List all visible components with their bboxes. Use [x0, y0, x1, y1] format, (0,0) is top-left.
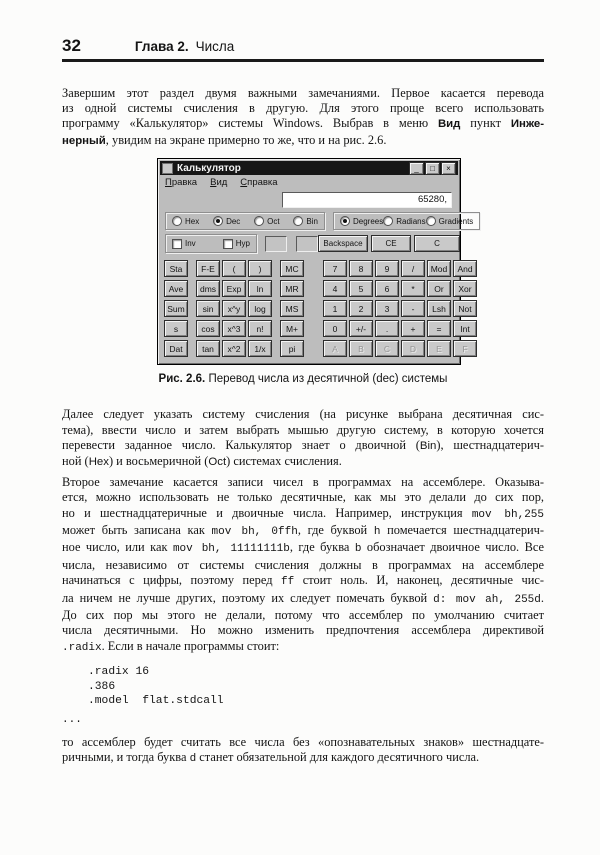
inline-code: mov bh, 0ffh — [211, 525, 298, 538]
calc-key-2[interactable]: 2 — [349, 300, 373, 317]
text-segment: ), шестнадцатерич- — [436, 437, 544, 452]
header-rule — [62, 59, 544, 62]
text-segment: Вид — [437, 118, 461, 131]
text-line — [62, 506, 544, 523]
text-segment: тема), ввести число и затем выбрать мышью другую систему, в которую хочется — [62, 422, 544, 437]
text-line — [62, 407, 544, 422]
radio-icon — [340, 216, 350, 226]
angle-unit-group — [333, 212, 480, 230]
calc-key-6[interactable]: 6 — [375, 280, 399, 297]
calc-key-c: C — [375, 340, 399, 357]
calc-key-dat[interactable]: Dat — [164, 340, 188, 357]
text-line — [62, 454, 544, 470]
calc-key-0[interactable]: 0 — [323, 320, 347, 337]
calc-key-x-pow-y[interactable]: x^y — [222, 300, 246, 317]
text-line — [62, 573, 544, 590]
text-segment: , увидим на экране примерно то же, что и на рис. 2.6. — [105, 132, 387, 147]
text-line — [62, 86, 544, 101]
checkbox-icon — [223, 239, 233, 249]
menu-вид[interactable]: Вид — [210, 177, 228, 189]
calc-key-reciprocal[interactable]: 1/x — [248, 340, 272, 357]
figure-caption-label: Рис. 2.6. — [158, 373, 206, 386]
maximize-button[interactable]: □ — [425, 162, 440, 175]
base-and-angle-options — [165, 212, 474, 230]
text-line — [62, 490, 544, 505]
modifier-group — [165, 234, 257, 253]
text-segment: ) системах счисления. — [226, 454, 342, 469]
chapter-label: Глава 2. — [134, 39, 189, 54]
radio-label: Radians — [396, 216, 426, 226]
calc-key-memory-add[interactable]: M+ — [280, 320, 304, 337]
calc-key-s[interactable]: s — [164, 320, 188, 337]
calc-key-a: A — [323, 340, 347, 357]
text-segment: может быть записана как — [62, 522, 212, 537]
code-line: .386 — [88, 680, 116, 693]
window-title: Калькулятор — [177, 162, 241, 174]
radio-icon — [383, 216, 393, 226]
checkbox-inv[interactable] — [172, 239, 196, 249]
key-row — [164, 300, 472, 317]
paragraph-3 — [62, 475, 544, 656]
calculator-titlebar — [160, 161, 458, 175]
text-segment: обозначает двоичное число. Все — [361, 540, 544, 555]
edit-buttons — [318, 235, 460, 252]
page-content — [62, 36, 544, 768]
code-line: .radix 16 — [88, 666, 150, 679]
inline-code: h — [373, 525, 381, 538]
calc-key-8[interactable]: 8 — [349, 260, 373, 277]
code-line: .model flat.stdcall — [88, 695, 224, 708]
calc-key-f: F — [453, 340, 477, 357]
text-segment: Далее следует указать систему счисления (на рисунке выбрана десятичная сис- — [62, 407, 544, 422]
calc-key-b: B — [349, 340, 373, 357]
calc-key-plus[interactable]: + — [401, 320, 425, 337]
calc-key-exp[interactable]: Exp — [222, 280, 246, 297]
text-line — [62, 133, 544, 149]
backspace-button[interactable]: Backspace — [318, 235, 368, 252]
close-button[interactable]: × — [441, 162, 456, 175]
calc-key-1[interactable]: 1 — [323, 300, 347, 317]
text-line — [62, 558, 544, 573]
checkbox-hyp[interactable] — [223, 239, 250, 249]
text-segment: . — [540, 590, 544, 605]
text-line — [62, 475, 544, 490]
calc-key-open-paren[interactable]: ( — [222, 260, 246, 277]
text-line — [62, 591, 544, 608]
text-line — [62, 523, 544, 540]
paragraph-1 — [62, 86, 544, 150]
text-segment: До сих пор мы этого не делали, потому что ассемблер по умолчанию считает — [62, 608, 544, 622]
number-system-group — [165, 212, 325, 230]
inline-code: .radix — [62, 641, 102, 654]
text-segment: начинаться с цифры, поэтому перед — [62, 573, 282, 588]
calc-key-multiply[interactable]: * — [401, 280, 425, 297]
calc-key-f-e[interactable]: F-E — [196, 260, 220, 277]
text-line — [62, 623, 544, 638]
text-line — [62, 750, 544, 767]
radio-label: Bin — [306, 216, 318, 226]
memory-indicator-box — [296, 236, 318, 252]
calc-key-d: D — [401, 340, 425, 357]
calc-key-cos[interactable]: cos — [196, 320, 220, 337]
calc-key-x-squared[interactable]: x^2 — [222, 340, 246, 357]
code-ellipsis: ... — [62, 714, 82, 726]
radio-hex[interactable] — [172, 216, 199, 226]
text-line — [62, 101, 544, 116]
inline-code: mov bh,255 — [471, 508, 544, 521]
inline-code: mov bh, 11111111b — [172, 543, 290, 556]
calculator-app-icon — [162, 163, 173, 174]
text-segment: перевести заданное число. Калькулятор знает о двоичной ( — [62, 437, 420, 452]
calc-key-memory-clear[interactable]: MC — [280, 260, 304, 277]
text-line — [62, 438, 544, 454]
text-segment: Завершим этот раздел двумя важными замечаниями. Первое касается перевода — [62, 85, 544, 100]
c-button[interactable]: C — [414, 235, 460, 252]
radio-icon — [254, 216, 264, 226]
calc-key-mod[interactable]: Mod — [427, 260, 451, 277]
page-header — [62, 36, 544, 56]
text-segment: ное число, или как — [62, 540, 173, 555]
text-segment: числа десятичными. Но можно изменить предпочтения ассемблера директивой — [62, 623, 544, 638]
radio-label: Gradients — [438, 216, 474, 226]
calculator-menubar — [160, 175, 458, 189]
minimize-button[interactable]: _ — [409, 162, 424, 175]
ce-button[interactable]: CE — [371, 235, 411, 252]
text-segment: ) и восьмеричной ( — [108, 454, 209, 469]
paragraph-2 — [62, 407, 544, 471]
calc-key-sta[interactable]: Sta — [164, 260, 188, 277]
calc-key-pi[interactable]: pi — [280, 340, 304, 357]
page-number: 32 — [62, 36, 81, 55]
display-row — [160, 189, 458, 209]
window-controls — [408, 162, 456, 175]
calc-key-3[interactable]: 3 — [375, 300, 399, 317]
radio-radians[interactable] — [383, 216, 425, 226]
calc-key-7[interactable]: 7 — [323, 260, 347, 277]
text-line — [62, 423, 544, 438]
calc-key-not[interactable]: Not — [453, 300, 477, 317]
figure-2-6 — [62, 158, 544, 385]
radio-icon — [426, 216, 436, 226]
inline-code: ff — [281, 576, 295, 589]
radio-label: Dec — [226, 216, 241, 226]
calc-key-close-paren[interactable]: ) — [248, 260, 272, 277]
calc-key-ave[interactable]: Ave — [164, 280, 188, 297]
checkbox-label: Inv — [185, 239, 196, 249]
calc-key-memory-store[interactable]: MS — [280, 300, 304, 317]
calculator-display: 65280, — [282, 192, 452, 208]
radio-icon — [172, 216, 182, 226]
inline-code: d: mov ah, 255d — [433, 593, 541, 606]
calc-key-equals[interactable]: = — [427, 320, 451, 337]
radio-label: Oct — [267, 216, 280, 226]
radio-degrees[interactable] — [340, 216, 383, 226]
text-segment: Hex — [88, 456, 109, 469]
calculator-window — [157, 158, 474, 365]
text-segment: Второе замечание касается записи чисел в программах на ассемблере. Оказыва- — [62, 474, 544, 489]
text-line — [62, 735, 544, 750]
text-segment: пункт — [460, 116, 511, 131]
text-segment: Bin — [419, 439, 437, 452]
calc-key-5[interactable]: 5 — [349, 280, 373, 297]
radio-oct[interactable] — [254, 216, 279, 226]
code-block — [88, 665, 544, 709]
inline-code: b — [354, 543, 362, 556]
text-segment: из одной системы счисления в другую. Для этого проще всего использовать — [62, 100, 544, 115]
calc-key-minus[interactable]: - — [401, 300, 425, 317]
text-segment: стоит ноль. И, наконец, десятичные чис- — [294, 573, 544, 588]
calc-key-tan[interactable]: tan — [196, 340, 220, 357]
calc-key-factorial[interactable]: n! — [248, 320, 272, 337]
text-segment: но и шестнадцатеричные и двоичные числа. Например, инструкция — [62, 505, 472, 520]
calc-key-x-cubed[interactable]: x^3 — [222, 320, 246, 337]
text-segment: то ассемблер будет считать все числа без «опознавательных знаков» шестнадцате- — [62, 735, 544, 749]
text-segment: помечается шестнадцатерич- — [380, 522, 544, 537]
inline-code: d — [189, 753, 197, 766]
calc-key-lsh[interactable]: Lsh — [427, 300, 451, 317]
radio-bin[interactable] — [293, 216, 318, 226]
calc-key-e: E — [427, 340, 451, 357]
text-line — [62, 608, 544, 623]
text-segment: ричными, и тогда буква — [62, 750, 190, 765]
text-segment: , где буква — [289, 540, 355, 555]
text-segment: числа, независимо от системы счисления должны в программах на ассемблере — [62, 557, 544, 572]
calc-key-and[interactable]: And — [453, 260, 477, 277]
text-segment: . Если в начале программы стоит: — [101, 638, 280, 653]
menu-справка[interactable]: Справка — [240, 177, 278, 189]
text-segment: ется, можно использовать не только десятичные, как мы это делали до сих пор, — [62, 490, 544, 505]
text-line — [62, 639, 544, 656]
radio-icon — [213, 216, 223, 226]
text-segment: , где буквой — [297, 522, 374, 537]
calc-key-plus-minus[interactable]: +/- — [349, 320, 373, 337]
checkbox-icon — [172, 239, 182, 249]
calc-key-dms[interactable]: dms — [196, 280, 220, 297]
radio-dec[interactable] — [213, 216, 240, 226]
radio-gradients[interactable] — [426, 216, 474, 226]
text-segment: нерный — [62, 134, 106, 147]
calc-key-sin[interactable]: sin — [196, 300, 220, 317]
calc-key-ln[interactable]: ln — [248, 280, 272, 297]
radio-label: Hex — [185, 216, 200, 226]
text-segment: станет обязательной для каждого десятичного числа. — [196, 750, 480, 765]
calc-key-divide[interactable]: / — [401, 260, 425, 277]
text-segment: ной ( — [62, 454, 89, 469]
key-row — [164, 340, 468, 357]
text-line — [62, 116, 544, 132]
calc-key-xor[interactable]: Xor — [453, 280, 477, 297]
calc-key-or[interactable]: Or — [427, 280, 451, 297]
figure-caption-text: Перевод числа из десятичной (dec) системы — [205, 373, 448, 386]
key-row — [164, 320, 470, 337]
text-segment: Oct — [208, 456, 227, 469]
calc-key-decimal[interactable]: . — [375, 320, 399, 337]
text-segment: ла ничем не лучше других, поэтому их следует помечать буквой — [62, 590, 434, 605]
calc-key-memory-recall[interactable]: MR — [280, 280, 304, 297]
calculator-keypad — [160, 255, 473, 362]
text-segment: программу «Калькулятор» системы Windows. Выбрав в меню — [62, 116, 438, 131]
text-segment: Инже- — [510, 118, 544, 131]
modifier-and-edit-row — [165, 234, 453, 253]
paragraph-4 — [62, 735, 544, 768]
radio-label: Degrees — [353, 216, 384, 226]
calc-key-4[interactable]: 4 — [323, 280, 347, 297]
paren-indicator-box — [265, 236, 287, 252]
key-row — [164, 260, 473, 277]
key-row — [164, 280, 472, 297]
calc-key-log[interactable]: log — [248, 300, 272, 317]
calc-key-9[interactable]: 9 — [375, 260, 399, 277]
checkbox-label: Hyp — [235, 239, 250, 249]
calc-key-sum[interactable]: Sum — [164, 300, 188, 317]
radio-icon — [293, 216, 303, 226]
text-line — [62, 540, 544, 557]
calc-key-int[interactable]: Int — [453, 320, 477, 337]
chapter-title: Числа — [195, 39, 235, 54]
menu-правка[interactable]: Правка — [165, 177, 198, 189]
figure-caption — [62, 373, 544, 385]
